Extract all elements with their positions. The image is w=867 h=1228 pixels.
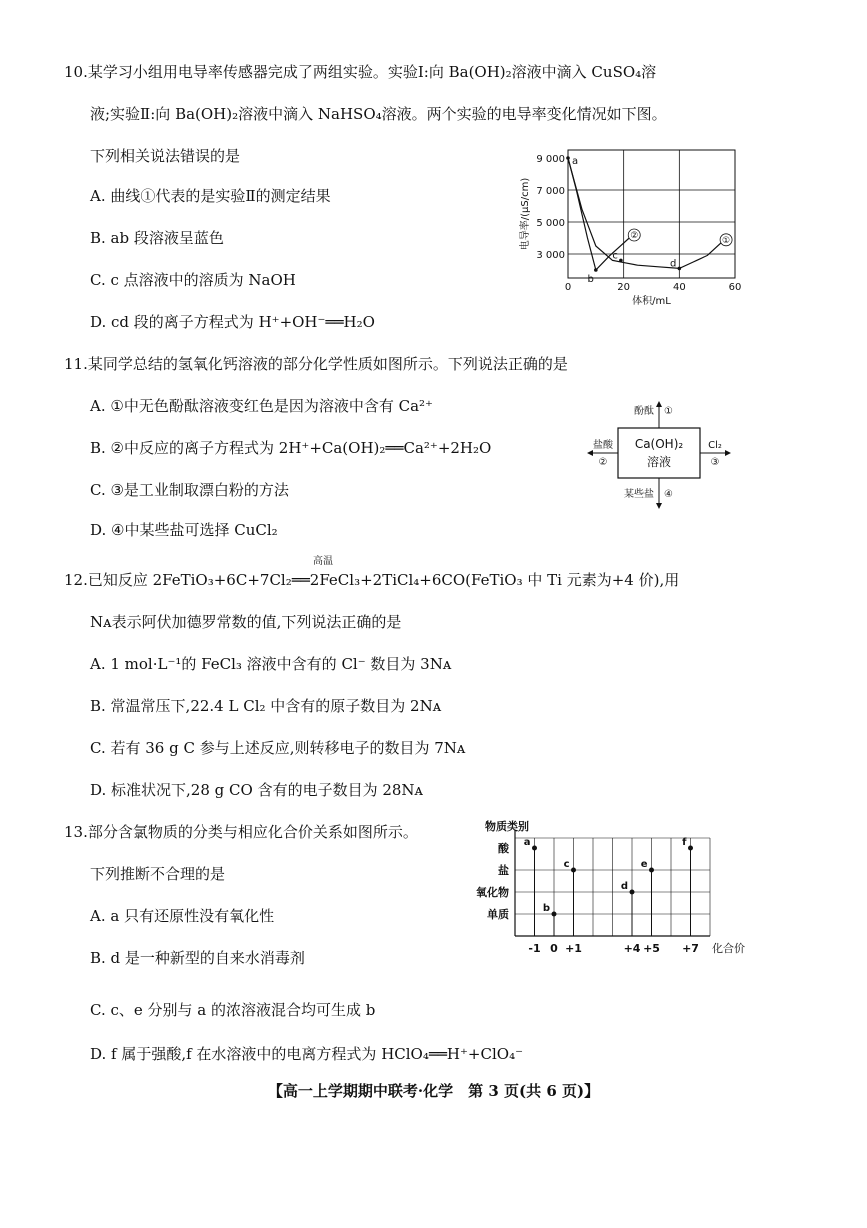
q13-stem2: 下列推断不合理的是 [90,865,226,883]
q10-line2: 液;实验Ⅱ:向 Ba(OH)₂溶液中滴入 NaHSO₄溶液。两个实验的电导率变化情况如下图。 [90,105,667,123]
q12-option-c: C. 若有 36 g C 参与上述反应,则转移电子的数目为 7Nᴀ [90,739,466,757]
q12-option-b: B. 常温常压下,22.4 L Cl₂ 中含有的原子数目为 2Nᴀ [90,697,442,715]
x-tick-label: +7 [682,942,699,955]
q11-stem: 11.某同学总结的氢氧化钙溶液的部分化学性质如图所示。下列说法正确的是 [64,355,568,373]
y-category-label: 盐 [498,864,509,877]
point-b [552,912,557,917]
q11-option-b: B. ②中反应的离子方程式为 2H⁺+Ca(OH)₂══Ca²⁺+2H₂O [90,439,492,457]
caoh2-property-diagram [585,398,735,512]
x-tick-label: +5 [643,942,660,955]
x-axis-label: 体积/mL [632,296,671,307]
y-axis-label: 电导率/(μS/cm) [520,177,531,251]
series-line [568,158,629,270]
series-label: ① [722,235,731,246]
point-label: d [620,881,628,892]
q10-option-c: C. c 点溶液中的溶质为 NaOH [90,271,296,289]
q10-line1: 10.某学习小组用电导率传感器完成了两组实验。实验Ⅰ:向 Ba(OH)₂溶液中滴入 CuSO₄溶 [64,63,657,81]
point-label: c [563,859,570,870]
point-label: a [572,156,579,167]
q13-option-c: C. c、e 分别与 a 的浓溶液混合均可生成 b [90,1001,376,1019]
y-category-label: 酸 [498,842,509,855]
y-category-label: 氧化物 [476,886,509,899]
q11-option-c: C. ③是工业制取漂白粉的方法 [90,481,289,499]
left-num: ② [598,457,608,468]
q12-option-d: D. 标准状况下,28 g CO 含有的电子数目为 28Nᴀ [90,781,424,799]
bottom-label: 某些盐 [624,489,654,500]
q12-option-a: A. 1 mol·L⁻¹的 FeCl₃ 溶液中含有的 Cl⁻ 数目为 3Nᴀ [90,655,452,673]
point-b [594,268,598,272]
y-tick-label: 7 000 [536,186,565,197]
q13-stem: 13.部分含氯物质的分类与相应化合价关系如图所示。 [64,823,418,841]
point-label: c [612,250,618,262]
x-tick-label: 0 [550,942,558,955]
point-label: d [669,258,677,270]
x-axis-label: 化合价 [712,942,745,955]
y-axis-label: 物质类别 [485,820,529,833]
point-label: a [523,837,531,848]
x-tick-label: +4 [623,942,641,955]
x-tick-label: 40 [672,282,686,293]
right-label: Cl₂ [708,440,722,451]
point-f [688,846,693,851]
point-c [619,259,623,263]
q12-condition: 高温 [313,556,333,567]
top-num: ① [664,406,673,417]
point-label: e [640,859,648,870]
q10-option-a: A. 曲线①代表的是实验Ⅱ的测定结果 [90,187,331,205]
point-label: b [542,903,550,914]
q10-option-d: D. cd 段的离子方程式为 H⁺+OH⁻══H₂O [90,313,375,331]
q10-stem: 下列相关说法错误的是 [90,147,241,165]
center-label-2: 溶液 [646,455,672,469]
bottom-num: ④ [664,489,673,500]
center-box [618,428,700,478]
y-tick-label: 3 000 [536,250,565,261]
q13-option-a: A. a 只有还原性没有氧化性 [90,907,275,925]
y-tick-label: 9 000 [536,154,565,165]
point-d [678,267,682,271]
page-footer: 【高一上学期期中联考·化学 第 3 页(共 6 页)】 [267,1082,600,1100]
q10-option-b: B. ab 段溶液呈蓝色 [90,229,224,247]
center-label-1: Ca(OH)₂ [634,437,684,451]
q11-option-a: A. ①中无色酚酞溶液变红色是因为溶液中含有 Ca²⁺ [90,397,433,415]
q12-line2: Nᴀ表示阿伏加德罗常数的值,下列说法正确的是 [90,613,402,631]
x-tick-label: 60 [728,282,742,293]
series-label: ② [630,231,639,241]
q11-option-d: D. ④中某些盐可选择 CuCl₂ [90,521,278,539]
point-a [566,156,570,160]
point-a [532,846,537,851]
y-category-label: 单质 [487,908,509,921]
q13-option-b: B. d 是一种新型的自来水消毒剂 [90,949,305,967]
left-label: 盐酸 [593,440,613,451]
top-label: 酚酞 [634,406,654,417]
x-tick-label: 0 [564,282,572,293]
point-c [571,868,576,873]
point-label: f [682,837,687,848]
x-tick-label: +1 [565,942,582,955]
right-num: ③ [710,457,720,468]
q12-line1: 12.已知反应 2FeTiO₃+6C+7Cl₂══2FeCl₃+2TiCl₄+6CO(FeTiO₃ 中 Ti 元素为+4 价),用 [64,571,680,589]
point-label: b [587,274,594,285]
x-tick-label: 20 [617,282,631,293]
q13-option-d: D. f 属于强酸,f 在水溶液中的电离方程式为 HClO₄══H⁺+ClO₄⁻ [90,1045,524,1063]
point-e [649,868,654,873]
x-tick-label: -1 [528,942,541,955]
conductivity-chart [510,138,750,308]
y-tick-label: 5 000 [536,218,565,229]
point-d [630,890,635,895]
chlorine-valence-chart [460,816,760,962]
